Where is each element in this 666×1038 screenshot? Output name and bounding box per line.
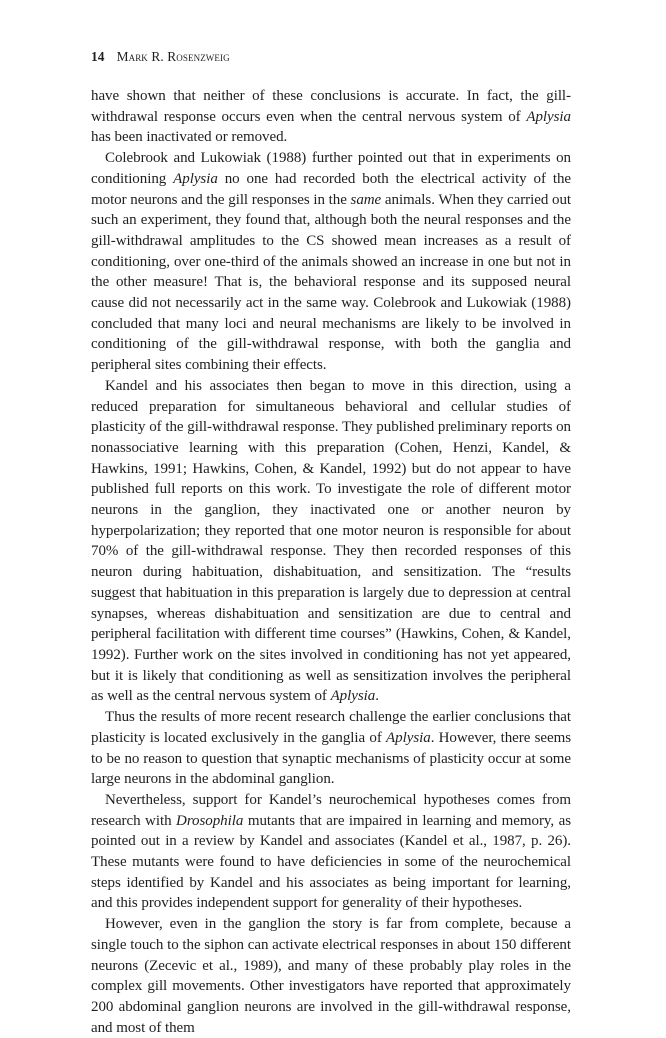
text-run: no one had recorded both the electrical activity of the motor neurons and the gill responses in the [91,170,572,208]
page-number: 14 [91,49,105,64]
italic-text: Drosophila [176,812,244,829]
italic-text: Aplysia [330,688,376,705]
book-page [91,48,571,1038]
italic-text: Aplysia [386,729,431,746]
paragraph [91,914,571,1038]
running-head-author: Mark R. Rosenzweig [116,49,230,64]
body-text [91,86,571,1038]
paragraph [91,86,571,148]
text-run: However, even in the ganglion the story is far from complete, because a single touch to the siphon can activate electrical responses in about 150 different neurons (Zecevic et al., 1989), and many of these probably play roles in the complex gill movements. Other investigators have reported that approximately 200 abdominal ganglion neurons are involved in the gill-withdrawal response, and most of them [91,916,571,1036]
italic-text: Aplysia [526,108,571,125]
text-run: animals. When they carried out such an experiment, they found that, although both the neural responses and the gill-withdrawal amplitudes to the CS showed mean increases as a result of conditioning, over one-third of the animals showed an increase in one but not in the other measure! That is, the behavioral response and its supposed neural cause did not necessarily act in the same way. Colebrook and Lukowiak (1988) concluded that many loci and neural mechanisms are likely to be involved in conditioning of the gill-withdrawal response, with both the ganglia and peripheral sites combining their effects. [91,191,572,374]
text-run: mutants that are impaired in learning and memory, as pointed out in a review by Kandel and associates (Kandel et al., 1987, p. 26). These mutants were found to have deficiencies in some of the neurochemical steps identified by Kandel and his associates as being important for learning, and this provides independent support for generality of their hypotheses. [91,812,571,912]
text-run: has been inactivated or removed. [91,129,288,146]
paragraph [91,148,571,376]
paragraph [91,376,571,707]
running-head [91,48,571,66]
text-run: Kandel and his associates then began to move in this direction, using a reduced preparation for simultaneous behavioral and cellular studies of plasticity of the gill-withdrawal response. They published preliminary reports on nonassociative learning with this preparation (Cohen, Henzi, Kandel, & Hawkins, 1991; Hawkins, Cohen, & Kandel, 1992) but do not appear to have published full reports on this work. To investigate the role of different motor neurons in the ganglion, they inactivated one or another neuron by hyperpolarization; they reported that one motor neuron is responsible for about 70% of the gill-withdrawal response. They then recorded responses of this neuron during habituation, dishabituation, and sensitization. The “results suggest that habituation in this preparation is largely due to depression at central synapses, whereas dishabituation and sensitization are due to central and peripheral facilitation with different time courses” (Hawkins, Cohen, & Kandel, 1992). Further work on the sites involved in conditioning has not yet appeared, but it is likely that conditioning as well as sensitization involves the peripheral as well as the central nervous system of [91,377,571,705]
italic-text: Aplysia [173,170,218,187]
text-run: Colebrook and Lukowiak (1988) further pointed out that in experiments on conditioning [91,150,571,187]
text-run: Thus the results of more recent research challenge the earlier conclusions that plasticity is located exclusively in the ganglia of [91,709,571,746]
text-run: . However, there seems to be no reason to question that synaptic mechanisms of plasticity occur at some large neurons in the abdominal ganglion. [91,729,571,788]
text-run: . [375,688,379,705]
text-run: have shown that neither of these conclusions is accurate. In fact, the gill-withdrawal response occurs even when the central nervous system of [91,88,571,125]
text-run: Nevertheless, support for Kandel’s neurochemical hypotheses comes from research with [91,791,571,829]
italic-text: same [350,191,382,208]
paragraph [91,790,571,914]
paragraph [91,707,571,790]
